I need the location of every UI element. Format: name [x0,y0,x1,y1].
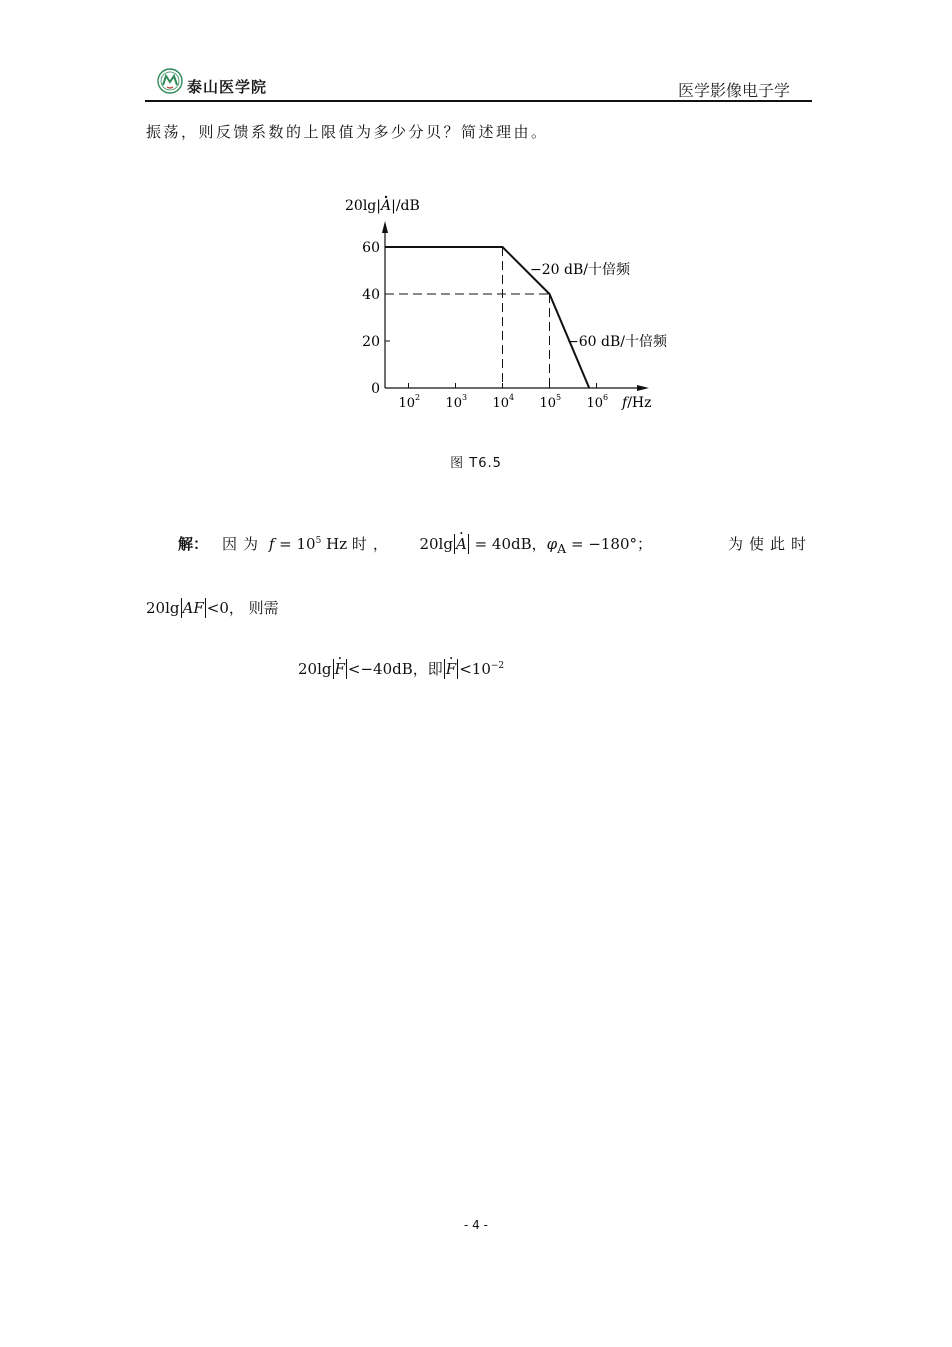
solution-result [298,658,504,679]
result-value2-base: <10 [459,660,491,678]
y-tick-label: 20 [362,334,380,350]
cond-text: 则需 [248,599,279,617]
page-number: - 4 - [464,1218,488,1232]
f-value-base: 10 [296,535,316,553]
result-value: <−40dB， [347,660,428,678]
x-axis-label: f/Hz [622,395,652,411]
gain-var: · A [456,535,467,553]
solution-label: 解： [178,535,209,553]
figure-caption: 图 T6.5 [450,456,502,471]
y-tick-label: 0 [371,381,380,397]
result-prefix: 20lg [298,660,332,678]
slope-annotation-20: −20 dB/十倍频 [530,262,630,278]
solution-line-1 [178,533,818,556]
text-tail: 为使此时 [727,535,812,553]
x-tick-label: $10^6$ [586,393,609,411]
result-text: 即 [427,660,443,678]
x-tick-label: $10^2$ [398,393,421,411]
f-eq: = [279,535,292,553]
y-tick-label: 40 [362,287,380,303]
y-tick-label: 60 [362,240,380,256]
phase-var: φ [546,535,558,553]
y-axis-arrow [382,221,388,233]
x-tick-label: $10^4$ [492,393,515,411]
bode-plot [330,185,690,425]
cond-value: <0， [206,599,244,617]
text-because: 因为 [222,535,265,553]
f-unit: Hz [326,535,348,553]
gain-value: = 40dB， [474,535,547,553]
result-value2-exp: −2 [490,661,505,671]
x-axis-arrow [637,385,649,391]
slope-annotation-60: −60 dB/十倍频 [567,334,667,350]
phase-value: = −180°； [570,535,653,553]
result-var2: · F [446,660,456,678]
header-rule [145,100,812,102]
cond-var: AF [182,599,204,617]
school-name: 泰山医学院 [187,78,268,96]
result-var: · F [335,660,345,678]
course-name: 医学影像电子学 [677,81,790,100]
phase-sub: A [557,541,567,556]
school-logo-icon [157,68,183,94]
f-value-exp: 5 [315,536,322,546]
text-when: 时， [351,535,394,553]
page-header [145,68,812,102]
gain-prefix: 20lg [419,535,453,553]
x-tick-label: $10^5$ [539,393,562,411]
question-text: 振荡，则反馈系数的上限值为多少分贝？简述理由。 [146,123,549,141]
solution-line-2 [146,597,279,618]
y-axis-label: 20lg|A|/dB [345,198,420,214]
y-label-dot [385,196,387,198]
cond-prefix: 20lg [146,599,180,617]
f-var: f [268,535,275,553]
x-tick-label: $10^3$ [445,393,468,411]
